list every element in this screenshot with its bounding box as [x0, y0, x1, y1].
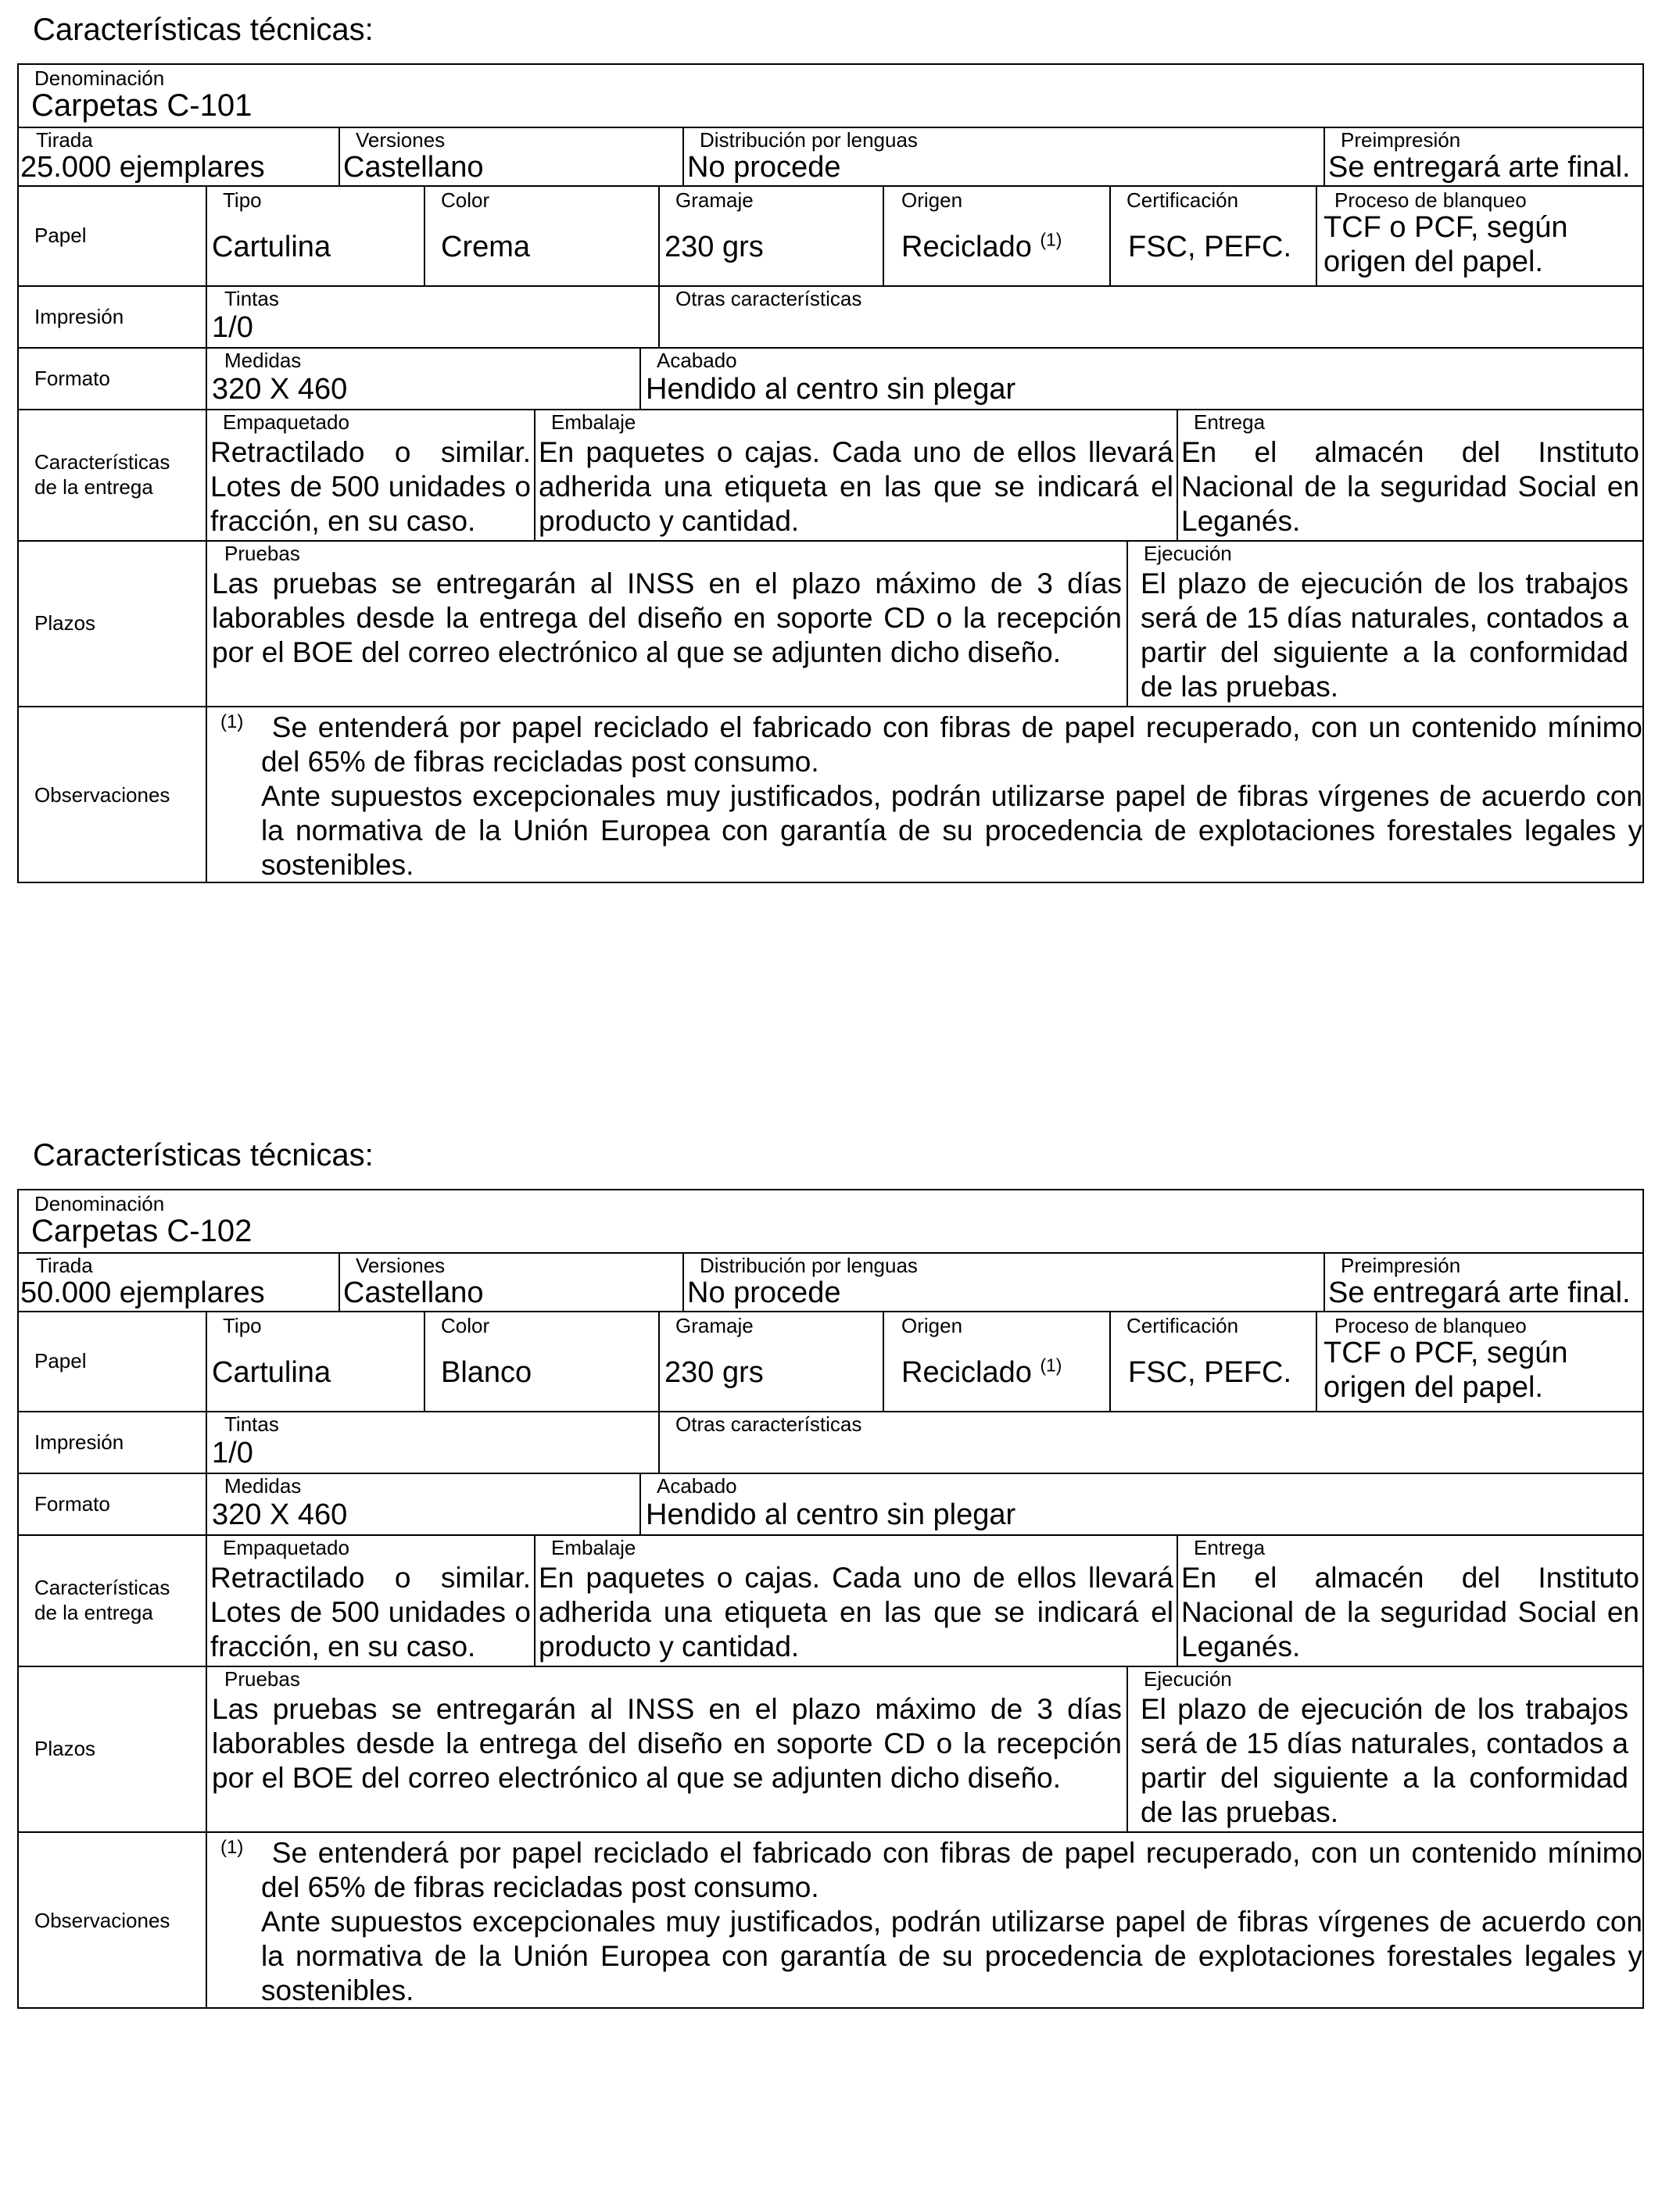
- row-papel: [17, 187, 1644, 287]
- cell-embalaje: [534, 1536, 1177, 1666]
- entrega-section-label-line1: Características: [34, 1576, 170, 1599]
- tech-sheet: [0, 0, 1662, 1086]
- footnote-2-text: Ante supuestos excepcionales muy justificados, podrán utilizarse papel de fibras vírgenes de acuerdo con la normativa de la Unión Europea con garantía de su procedencia de explotaciones forestales legales y sostenibles.: [261, 780, 1642, 881]
- color-label: Color: [441, 188, 490, 212]
- plazos-section-label: Plazos: [34, 611, 96, 635]
- cell-versiones: [338, 128, 682, 185]
- tintas-value: 1/0: [212, 311, 253, 344]
- blanqueo-value-line1: TCF o PCF, según: [1324, 1337, 1568, 1369]
- entrega-label: Entrega: [1194, 410, 1266, 434]
- ejecucion-value: El plazo de ejecución de los trabajos será de 15 días naturales, contados a partir del siguiente a la conformidad de las pruebas.: [1141, 567, 1628, 703]
- row-plazos: [17, 1667, 1644, 1833]
- tipo-value: Cartulina: [212, 231, 331, 263]
- footnote-1-text: [261, 1837, 1642, 1903]
- gramaje-label: Gramaje: [675, 1314, 754, 1337]
- footnote-1-body: Se entenderá por papel reciclado el fabricado con fibras de papel recuperado, con un contenido mínimo del 65% de fibras recicladas post consumo.: [261, 1837, 1643, 1903]
- row-tirada: [17, 1254, 1644, 1312]
- empaquetado-label: Empaquetado: [223, 1536, 349, 1559]
- cell-blanqueo: [1316, 187, 1642, 285]
- embalaje-label: Embalaje: [551, 410, 636, 434]
- blanqueo-value-line2: origen del papel.: [1324, 1371, 1543, 1404]
- row-entrega: [17, 1536, 1644, 1667]
- distribucion-label: Distribución por lenguas: [700, 128, 918, 152]
- cell-versiones: [338, 1254, 682, 1311]
- pruebas-label: Pruebas: [224, 542, 300, 565]
- cell-origen: [883, 1312, 1109, 1411]
- cell-preimpresion: [1324, 128, 1642, 185]
- cell-acabado: [639, 349, 1642, 409]
- impresion-section-label: Impresión: [34, 305, 124, 328]
- observaciones-section-label: Observaciones: [34, 783, 170, 807]
- cell-tipo: [206, 1312, 424, 1411]
- entrega-label: Entrega: [1194, 1536, 1266, 1559]
- certificacion-label: Certificación: [1127, 188, 1239, 212]
- cell-pruebas: [206, 1667, 1127, 1831]
- embalaje-value: En paquetes o cajas. Cada uno de ellos llevará adherida una etiqueta en las que se indicará el producto y cantidad.: [539, 1562, 1173, 1663]
- color-value: Blanco: [441, 1356, 532, 1389]
- cell-empaquetado: [206, 1536, 534, 1666]
- tintas-value: 1/0: [212, 1437, 253, 1469]
- denominacion-label: Denominación: [34, 66, 165, 90]
- cell-entrega: [1177, 1536, 1642, 1666]
- row-formato: [17, 349, 1644, 410]
- cell-tipo: [206, 187, 424, 285]
- tipo-label: Tipo: [223, 1314, 262, 1337]
- observaciones-notes: [214, 1836, 1642, 2008]
- cell-tintas: [206, 287, 658, 347]
- cell-entrega: [1177, 410, 1642, 540]
- tipo-label: Tipo: [223, 188, 262, 212]
- origen-label: Origen: [901, 188, 963, 212]
- cell-acabado: [639, 1474, 1642, 1534]
- denominacion-value: Carpetas C-101: [31, 88, 253, 123]
- color-value: Crema: [441, 231, 531, 263]
- medidas-value: 320 X 460: [212, 1498, 348, 1531]
- footnote-2-text: Ante supuestos excepcionales muy justificados, podrán utilizarse papel de fibras vírgenes de acuerdo con la normativa de la Unión Europea con garantía de su procedencia de explotaciones forestales legales y sostenibles.: [261, 1906, 1642, 2006]
- tech-sheet: [0, 1126, 1662, 2212]
- row-formato: [17, 1474, 1644, 1536]
- versiones-value: Castellano: [343, 151, 484, 184]
- acabado-label: Acabado: [657, 349, 737, 372]
- medidas-label: Medidas: [224, 349, 302, 372]
- ejecucion-value: El plazo de ejecución de los trabajos será de 15 días naturales, contados a partir del siguiente a la conformidad de las pruebas.: [1141, 1693, 1628, 1828]
- row-denominacion: [17, 63, 1644, 128]
- preimpresion-value: Se entregará arte final.: [1328, 1276, 1631, 1309]
- cell-tirada: [19, 1254, 338, 1311]
- cell-ejecucion: [1127, 542, 1642, 706]
- origen-value: [901, 230, 1062, 265]
- sheet-heading: Características técnicas:: [33, 1138, 374, 1172]
- cell-color: [424, 1312, 658, 1411]
- blanqueo-label: Proceso de blanqueo: [1334, 188, 1527, 212]
- origen-footnote-mark: (1): [1040, 1355, 1062, 1376]
- row-plazos: [17, 542, 1644, 707]
- cell-pruebas: [206, 542, 1127, 706]
- cell-empaquetado: [206, 410, 534, 540]
- versiones-value: Castellano: [343, 1276, 484, 1309]
- empaquetado-value: Retractilado o similar. Lotes de 500 unidades o fracción, en su caso.: [210, 436, 531, 537]
- plazos-section-label: Plazos: [34, 1737, 96, 1760]
- cell-gramaje: [658, 187, 883, 285]
- pruebas-value: Las pruebas se entregarán al INSS en el plazo máximo de 3 días laborables desde la entrega del diseño en soporte CD o la recepción por el BOE del correo electrónico al que se adjunten dicho diseño.: [212, 1693, 1122, 1794]
- ejecucion-label: Ejecución: [1144, 1667, 1232, 1691]
- preimpresion-label: Preimpresión: [1341, 128, 1461, 152]
- denominacion-value: Carpetas C-102: [31, 1214, 253, 1248]
- tipo-value: Cartulina: [212, 1356, 331, 1389]
- cell-origen: [883, 187, 1109, 285]
- distribucion-label: Distribución por lenguas: [700, 1254, 918, 1277]
- papel-section-label: Papel: [34, 1349, 87, 1373]
- cell-color: [424, 187, 658, 285]
- row-impresion: [17, 287, 1644, 349]
- formato-section-label: Formato: [34, 1492, 110, 1516]
- pruebas-value: Las pruebas se entregarán al INSS en el plazo máximo de 3 días laborables desde la entrega del diseño en soporte CD o la recepción por el BOE del correo electrónico al que se adjunten dicho diseño.: [212, 567, 1122, 668]
- preimpresion-label: Preimpresión: [1341, 1254, 1461, 1277]
- medidas-label: Medidas: [224, 1474, 302, 1498]
- origen-text: Reciclado: [901, 1356, 1032, 1389]
- embalaje-value: En paquetes o cajas. Cada uno de ellos llevará adherida una etiqueta en las que se indicará el producto y cantidad.: [539, 436, 1173, 537]
- tirada-value: 25.000 ejemplares: [20, 151, 265, 184]
- observaciones-section-label: Observaciones: [34, 1909, 170, 1932]
- cell-blanqueo: [1316, 1312, 1642, 1411]
- pruebas-label: Pruebas: [224, 1667, 300, 1691]
- cell-medidas: [206, 349, 639, 409]
- distribucion-value: No procede: [687, 151, 841, 184]
- formato-section-label: Formato: [34, 367, 110, 390]
- row-tirada: [17, 128, 1644, 187]
- cell-distribucion: [682, 128, 1324, 185]
- cell-certificacion: [1109, 1312, 1316, 1411]
- origen-text: Reciclado: [901, 231, 1032, 263]
- acabado-value: Hendido al centro sin plegar: [646, 373, 1016, 406]
- acabado-label: Acabado: [657, 1474, 737, 1498]
- sheet-heading: Características técnicas:: [33, 13, 374, 47]
- versiones-label: Versiones: [356, 128, 446, 152]
- otras-label: Otras características: [675, 287, 862, 310]
- row-observaciones: [17, 707, 1644, 883]
- cell-medidas: [206, 1474, 639, 1534]
- gramaje-value: 230 grs: [664, 1356, 764, 1389]
- cell-gramaje: [658, 1312, 883, 1411]
- cell-otras: [658, 287, 1642, 347]
- entrega-section-label-line1: Características: [34, 450, 170, 474]
- footnote-mark: (1): [220, 1837, 244, 1858]
- acabado-value: Hendido al centro sin plegar: [646, 1498, 1016, 1531]
- footnote-1: [214, 1836, 1642, 1905]
- observaciones-notes: [214, 710, 1642, 882]
- origen-label: Origen: [901, 1314, 963, 1337]
- certificacion-label: Certificación: [1127, 1314, 1239, 1337]
- cell-tintas: [206, 1412, 658, 1473]
- row-impresion: [17, 1412, 1644, 1474]
- row-observaciones: [17, 1833, 1644, 2009]
- entrega-section-label-line2: de la entrega: [34, 475, 153, 499]
- medidas-value: 320 X 460: [212, 373, 348, 406]
- row-entrega: [17, 410, 1644, 542]
- entrega-value: En el almacén del Instituto Nacional de la seguridad Social en Leganés.: [1181, 436, 1639, 537]
- origen-value: [901, 1355, 1062, 1391]
- gramaje-label: Gramaje: [675, 188, 754, 212]
- cell-otras: [658, 1412, 1642, 1473]
- entrega-value: En el almacén del Instituto Nacional de la seguridad Social en Leganés.: [1181, 1562, 1639, 1663]
- preimpresion-value: Se entregará arte final.: [1328, 151, 1631, 184]
- cell-distribucion: [682, 1254, 1324, 1311]
- blanqueo-value-line1: TCF o PCF, según: [1324, 211, 1568, 244]
- ejecucion-label: Ejecución: [1144, 542, 1232, 565]
- cell-ejecucion: [1127, 1667, 1642, 1831]
- certificacion-value: FSC, PEFC.: [1128, 1356, 1292, 1389]
- origen-footnote-mark: (1): [1040, 229, 1062, 250]
- cell-preimpresion: [1324, 1254, 1642, 1311]
- footnote-1: [214, 710, 1642, 779]
- row-denominacion: [17, 1189, 1644, 1254]
- cell-tirada: [19, 128, 338, 185]
- tirada-label: Tirada: [36, 128, 93, 152]
- distribucion-value: No procede: [687, 1276, 841, 1309]
- empaquetado-value: Retractilado o similar. Lotes de 500 unidades o fracción, en su caso.: [210, 1562, 531, 1663]
- otras-label: Otras características: [675, 1412, 862, 1436]
- tintas-label: Tintas: [224, 1412, 279, 1436]
- color-label: Color: [441, 1314, 490, 1337]
- footnote-1-body: Se entenderá por papel reciclado el fabricado con fibras de papel recuperado, con un contenido mínimo del 65% de fibras recicladas post consumo.: [261, 711, 1643, 778]
- papel-section-label: Papel: [34, 224, 87, 247]
- embalaje-label: Embalaje: [551, 1536, 636, 1559]
- denominacion-label: Denominación: [34, 1192, 165, 1215]
- entrega-section-label-line2: de la entrega: [34, 1601, 153, 1624]
- certificacion-value: FSC, PEFC.: [1128, 231, 1292, 263]
- row-papel: [17, 1312, 1644, 1412]
- cell-embalaje: [534, 410, 1177, 540]
- footnote-1-text: [261, 711, 1642, 778]
- blanqueo-value-line2: origen del papel.: [1324, 245, 1543, 278]
- impresion-section-label: Impresión: [34, 1430, 124, 1454]
- cell-certificacion: [1109, 187, 1316, 285]
- blanqueo-label: Proceso de blanqueo: [1334, 1314, 1527, 1337]
- gramaje-value: 230 grs: [664, 231, 764, 263]
- tintas-label: Tintas: [224, 287, 279, 310]
- versiones-label: Versiones: [356, 1254, 446, 1277]
- tirada-label: Tirada: [36, 1254, 93, 1277]
- footnote-mark: (1): [220, 711, 244, 732]
- tirada-value: 50.000 ejemplares: [20, 1276, 265, 1309]
- empaquetado-label: Empaquetado: [223, 410, 349, 434]
